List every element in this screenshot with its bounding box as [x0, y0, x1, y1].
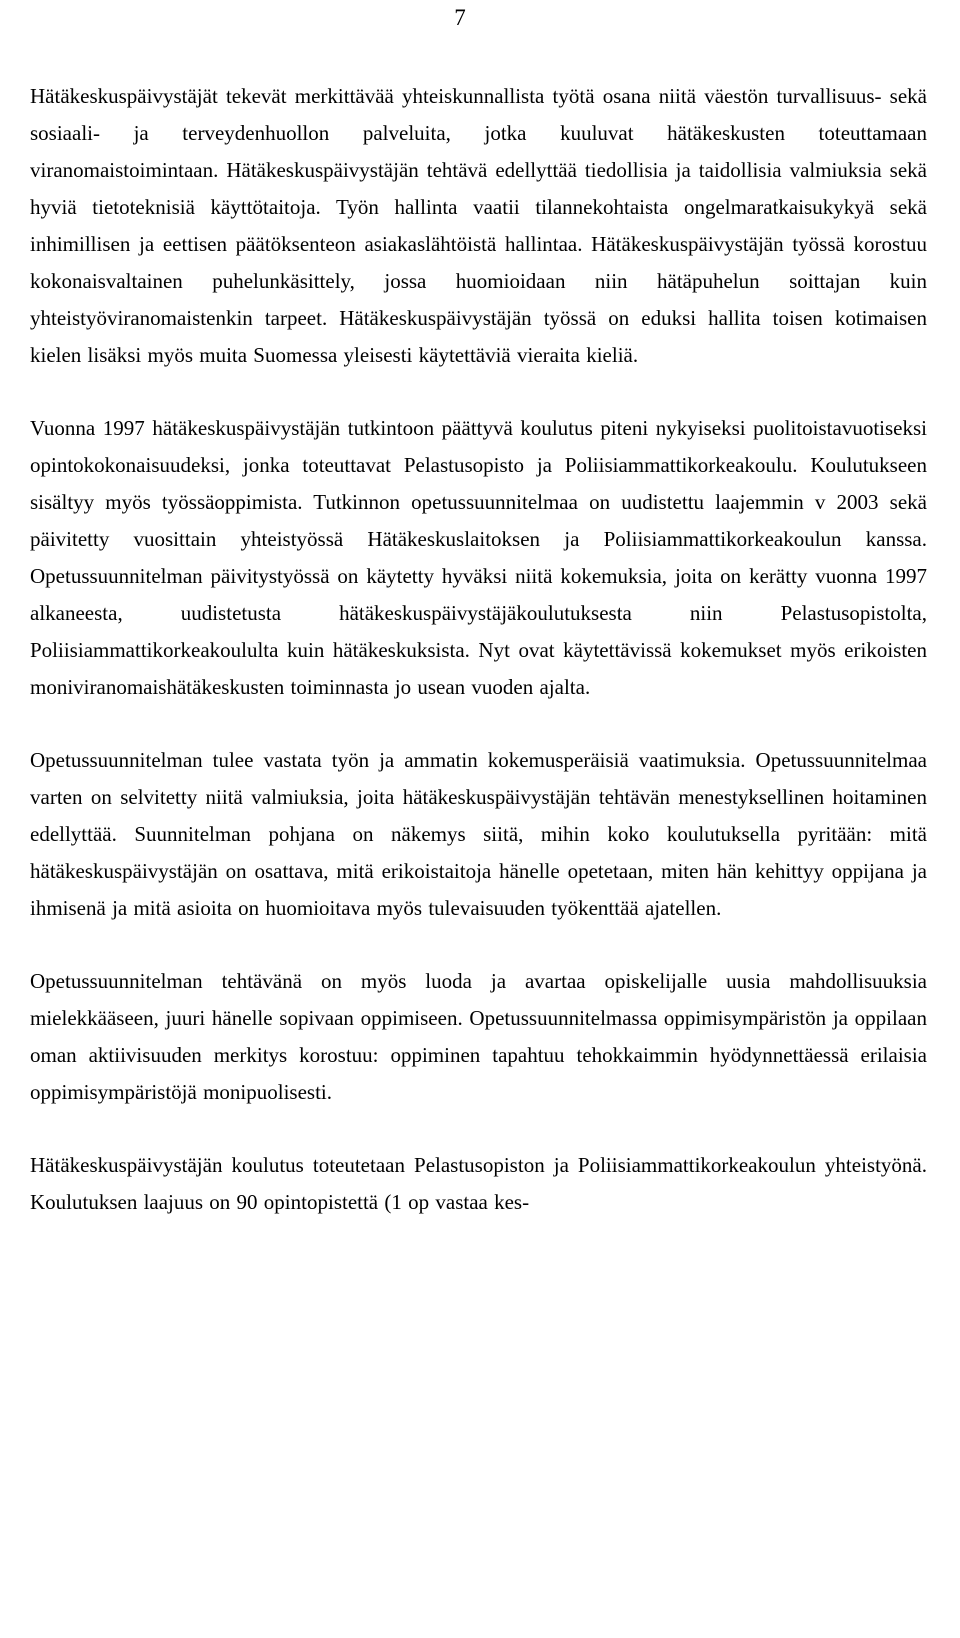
paragraph-4: Opetussuunnitelman tehtävänä on myös luoda ja avartaa opiskelijalle uusia mahdollisuuksia mielekkääseen, juuri hänelle sopivaan oppimiseen. Opetussuunnitelmassa oppimisympäristön ja oppilaan oman aktiivisuuden merkitys korostuu: oppiminen tapahtuu tehokkaimmin hyödynnettäessä erilaisia oppimisympäristöjä monipuolisesti. [30, 969, 927, 1104]
paragraph-2: Vuonna 1997 hätäkeskuspäivystäjän tutkintoon päättyvä koulutus piteni nykyiseksi puolitoistavuotiseksi opintokokonaisuudeksi, jonka toteuttavat Pelastusopisto ja Poliisiammattikorkeakoulu. Koulutukseen sisältyy myös työssäoppimista. Tutkinnon opetussuunnitelmaa on uudistettu laajemmin v 2003 sekä päivitetty vuosittain yhteistyössä Hätäkeskuslaitoksen ja Poliisiammattikorkeakoulun kanssa. Opetussuunnitelman päivitystyössä on käytetty hyväksi niitä kokemuksia, joita on kerätty vuonna 1997 alkaneesta, uudistetusta hätäkeskuspäivystäjäkoulutuksesta niin Pelastusopistolta, Poliisiammattikorkeakoululta kuin hätäkeskuksista. Nyt ovat käytettävissä kokemukset myös erikoisten moniviranomaishätäkeskusten toiminnasta jo usean vuoden ajalta. [30, 416, 927, 699]
paragraph-5: Hätäkeskuspäivystäjän koulutus toteutetaan Pelastusopiston ja Poliisiammattikorkeakoulun yhteistyönä. Koulutuksen laajuus on 90 opintopistettä (1 op vastaa kes- [30, 1153, 927, 1214]
document-body [30, 78, 927, 1221]
paragraph-3: Opetussuunnitelman tulee vastata työn ja ammatin kokemusperäisiä vaatimuksia. Opetussuunnitelmaa varten on selvitetty niitä valmiuksia, joita hätäkeskuspäivystäjän tehtävän menestyksellinen hoitaminen edellyttää. Suunnitelman pohjana on näkemys siitä, mihin koko koulutuksella pyritään: mitä hätäkeskuspäivystäjän on osattava, mitä erikoistaitoja hänelle opetetaan, miten hän kehittyy oppijana ja ihmisenä ja mitä asioita on huomioitava myös tulevaisuuden työkenttää ajatellen. [30, 748, 927, 920]
paragraph-1: Hätäkeskuspäivystäjät tekevät merkittävää yhteiskunnallista työtä osana niitä väestön turvallisuus- sekä sosiaali- ja terveydenhuollon palveluita, jotka kuuluvat hätäkeskusten toteuttamaan viranomaistoimintaan. Hätäkeskuspäivystäjän tehtävä edellyttää tiedollisia ja taidollisia valmiuksia sekä hyviä tietoteknisiä käyttötaitoja. Työn hallinta vaatii tilannekohtaista ongelmaratkaisukykyä sekä inhimillisen ja eettisen päätöksenteon asiakaslähtöistä hallintaa. Hätäkeskuspäivystäjän työssä korostuu kokonaisvaltainen puhelunkäsittely, jossa huomioidaan niin hätäpuhelun soittajan kuin yhteistyöviranomaistenkin tarpeet. Hätäkeskuspäivystäjän työssä on eduksi hallita toisen kotimaisen kielen lisäksi myös muita Suomessa yleisesti käytettäviä vieraita kieliä. [30, 84, 927, 367]
page-number: 7 [454, 5, 466, 30]
